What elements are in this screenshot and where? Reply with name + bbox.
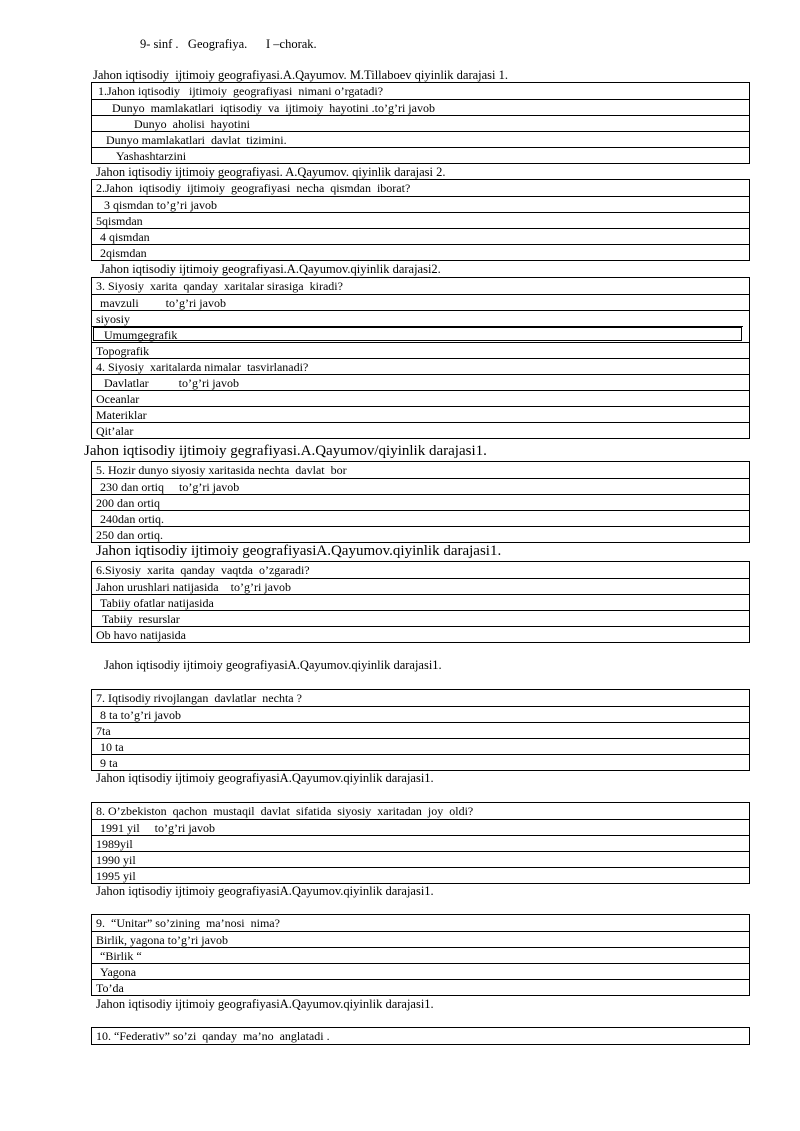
source-caption: Jahon iqtisodiy ijtimoiy geografiyasiA.Qayumov.qiyinlik darajasi1. [96, 771, 434, 785]
question-row: 9. “Unitar” so’zining ma’nosi nima? [96, 916, 280, 930]
answer-row: siyosiy [92, 310, 749, 326]
answer-row: Oceanlar [92, 390, 749, 406]
answer-row: Materiklar [92, 406, 749, 422]
answer-row: Jahon urushlari natijasida to’g’ri javob [92, 578, 749, 594]
answer-row: Davlatlar to’g’ri javob [92, 374, 749, 390]
answer-row: 10 ta [92, 738, 749, 754]
question-table [91, 461, 750, 543]
question-row: 6.Siyosiy xarita qanday vaqtda o’zgaradi? [96, 563, 310, 577]
source-caption: Jahon iqtisodiy ijtimoiy geografiyasiA.Qayumov.qiyinlik darajasi1. [96, 997, 434, 1011]
answer-row: Ob havo natijasida [92, 626, 749, 642]
question-table [91, 561, 750, 643]
question-row: 5. Hozir dunyo siyosiy xaritasida nechta davlat bor [96, 463, 347, 477]
source-caption: Jahon iqtisodiy ijtimoiy geografiyasiA.Qayumov.qiyinlik darajasi1. [96, 884, 434, 898]
question-row: 7. Iqtisodiy rivojlangan davlatlar nechta ? [96, 691, 302, 705]
question-table [91, 1027, 750, 1045]
answer-row: “Birlik “ [92, 947, 749, 963]
source-caption: Jahon iqtisodiy ijtimoiy gegrafiyasi.A.Qayumov/qiyinlik darajasi1. [84, 443, 487, 459]
answer-row: 2qismdan [92, 244, 749, 260]
source-caption: Jahon iqtisodiy ijtimoiy geografiyasi.A.Qayumov.qiyinlik darajasi2. [100, 262, 441, 276]
answer-row: Topografik [92, 342, 749, 358]
answer-row: 3 qismdan to’g’ri javob [92, 196, 749, 212]
answer-row: 1989yil [92, 835, 749, 851]
answer-row: 230 dan ortiq to’g’ri javob [92, 478, 749, 494]
answer-row: Dunyo mamlakatlari iqtisodiy va ijtimoiy hayotini .to’g’ri javob [92, 99, 749, 115]
answer-row: 9 ta [92, 754, 749, 770]
answer-row: Tabiiy resurslar [92, 610, 749, 626]
question-row: 4. Siyosiy xaritalarda nimalar tasvirlanadi? [92, 358, 749, 374]
answer-row: 4 qismdan [92, 228, 749, 244]
question-table [91, 82, 750, 164]
answer-row: mavzuli to’g’ri javob [92, 294, 749, 310]
answer-row: 5qismdan [92, 212, 749, 228]
answer-row: Tabiiy ofatlar natijasida [92, 594, 749, 610]
answer-row: Dunyo mamlakatlari davlat tizimini. [92, 131, 749, 147]
question-row: 2.Jahon iqtisodiy ijtimoiy geografiyasi necha qismdan iborat? [96, 181, 411, 195]
question-table [91, 277, 750, 439]
answer-row: 1991 yil to’g’ri javob [92, 819, 749, 835]
source-caption: Jahon iqtisodiy ijtimoiy geografiyasiA.Qayumov.qiyinlik darajasi1. [104, 658, 442, 672]
answer-row: Birlik, yagona to’g’ri javob [92, 931, 749, 947]
source-caption: Jahon iqtisodiy ijtimoiy geografiyasi.A.Qayumov. M.Tillaboev qiyinlik darajasi 1. [93, 68, 509, 82]
answer-row: Qit’alar [92, 422, 749, 438]
answer-row: Umumgegrafik [92, 326, 743, 342]
answer-row: 250 dan ortiq. [92, 526, 749, 542]
source-caption: Jahon iqtisodiy ijtimoiy geografiyasi. A.Qayumov. qiyinlik darajasi 2. [96, 165, 446, 179]
question-table [91, 689, 750, 771]
question-row: 10. “Federativ” so’zi qanday ma’no anglatadi . [96, 1029, 330, 1043]
question-row: 3. Siyosiy xarita qanday xaritalar sirasiga kiradi? [96, 279, 343, 293]
question-table [91, 802, 750, 884]
question-row: 8. O’zbekiston qachon mustaqil davlat sifatida siyosiy xaritadan joy oldi? [96, 804, 474, 818]
answer-row: 1995 yil [92, 867, 749, 883]
question-table [91, 179, 750, 261]
answer-row: 240dan ortiq. [92, 510, 749, 526]
answer-row: Yashashtarzini [92, 147, 749, 163]
answer-row: Yagona [92, 963, 749, 979]
question-table [91, 914, 750, 996]
page-header: 9- sinf . Geografiya. I –chorak. [140, 37, 317, 51]
answer-row: 7ta [92, 722, 749, 738]
source-caption: Jahon iqtisodiy ijtimoiy geografiyasiA.Qayumov.qiyinlik darajasi1. [96, 543, 502, 559]
answer-row: To’da [92, 979, 749, 995]
answer-row: Dunyo aholisi hayotini [92, 115, 749, 131]
answer-row: 200 dan ortiq [92, 494, 749, 510]
answer-row: 8 ta to’g’ri javob [92, 706, 749, 722]
question-row: 1.Jahon iqtisodiy ijtimoiy geografiyasi nimani o’rgatadi? [98, 84, 384, 98]
answer-row: 1990 yil [92, 851, 749, 867]
